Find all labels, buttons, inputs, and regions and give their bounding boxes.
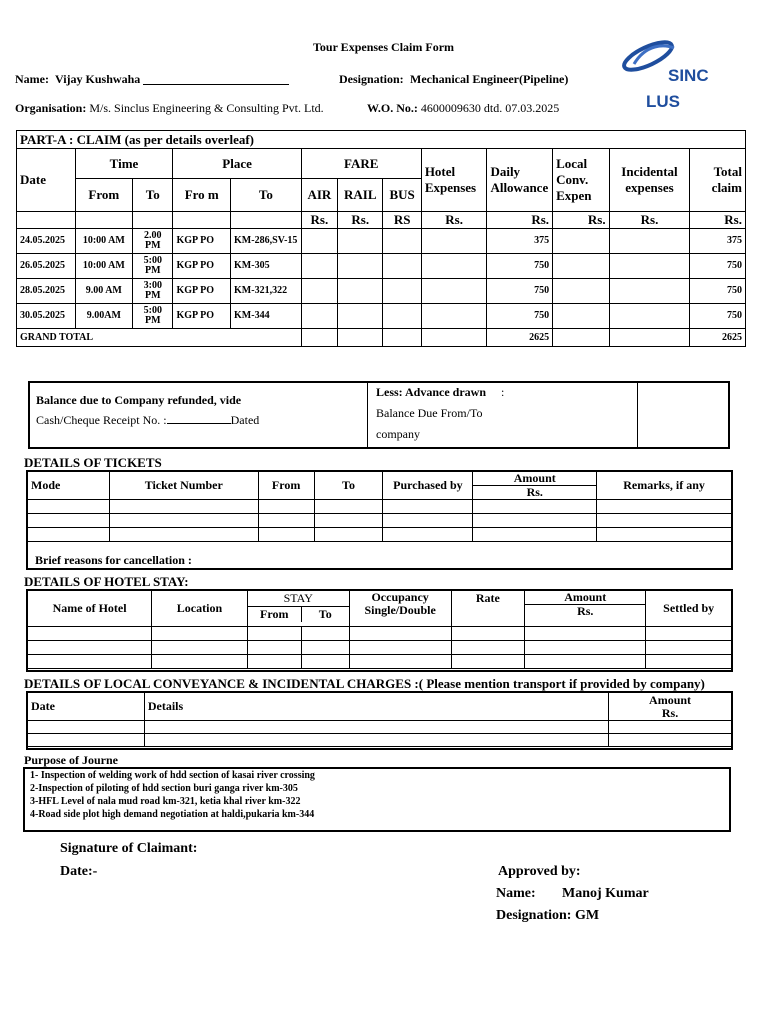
name-value: Vijay Kushwaha <box>55 72 141 86</box>
hotel-row[interactable] <box>28 627 732 641</box>
col-stay: STAY <box>248 591 349 607</box>
claim-bus <box>383 229 421 254</box>
col-time-to: To <box>133 179 173 212</box>
local-row[interactable] <box>28 721 732 734</box>
org-value: M/s. Sinclus Engineering & Consulting Pvt. Ltd. <box>89 101 324 115</box>
designation-label: Designation: <box>339 72 404 86</box>
claim-date: 24.05.2025 <box>17 229 76 254</box>
claim-time-from: 10:00 AM <box>75 254 133 279</box>
col-place-from: Fro m <box>173 179 231 212</box>
unit-incidental: Rs. <box>609 212 690 229</box>
claim-date: 26.05.2025 <box>17 254 76 279</box>
local-title: DETAILS OF LOCAL CONVEYANCE & INCIDENTAL CHARGES :( Please mention transport if provided by company) <box>24 676 705 691</box>
purpose-line: 4-Road side plot high demand negotiation at haldi,pukaria km-344 <box>30 809 315 820</box>
claim-rail <box>338 304 383 329</box>
cancel-label: Brief reasons for cancellation : <box>35 553 192 567</box>
col-total: Total claim <box>690 149 746 212</box>
claim-place-from: KGP PO <box>173 279 231 304</box>
col-from: From <box>258 472 314 500</box>
unit-rail: Rs. <box>338 212 383 229</box>
tickets-title: DETAILS OF TICKETS <box>24 455 162 470</box>
claim-air <box>301 229 337 254</box>
claim-time-to: 5:00 PM <box>133 304 173 329</box>
claim-hotel <box>421 279 487 304</box>
claim-time-from: 10:00 AM <box>75 229 133 254</box>
approved-label: Approved by: <box>498 864 581 879</box>
local-table <box>27 692 732 747</box>
col-amount-rs: Rs. <box>577 604 594 618</box>
claim-rail <box>338 229 383 254</box>
claim-local <box>553 254 610 279</box>
col-amount-rs: Rs. <box>526 485 543 499</box>
claim-total: 750 <box>690 254 746 279</box>
claim-place-from: KGP PO <box>173 254 231 279</box>
col-amount: Amount <box>473 472 596 486</box>
claim-date: 30.05.2025 <box>17 304 76 329</box>
claim-bus <box>383 304 421 329</box>
claim-place-from: KGP PO <box>173 304 231 329</box>
hotel-title: DETAILS OF HOTEL STAY: <box>24 574 189 589</box>
claim-hotel <box>421 304 487 329</box>
refund-label: Balance due to Company refunded, vide <box>36 393 242 407</box>
unit-total: Rs. <box>690 212 746 229</box>
claim-place-from: KGP PO <box>173 229 231 254</box>
claim-daily: 750 <box>487 279 553 304</box>
ticket-row[interactable] <box>28 514 732 528</box>
col-air: AIR <box>301 179 337 212</box>
unit-daily: Rs. <box>487 212 553 229</box>
approver-designation-value: GM <box>574 908 600 923</box>
hotel-row[interactable] <box>28 655 732 669</box>
claim-incidental <box>609 279 690 304</box>
claim-air <box>301 279 337 304</box>
signature-label: Signature of Claimant: <box>60 841 198 856</box>
claim-place-to: KM-286,SV-15 <box>231 229 302 254</box>
claim-total: 750 <box>690 304 746 329</box>
purpose-line: 3-HFL Level of nala mud road km-321, ketia khal river km-322 <box>30 796 301 807</box>
claim-hotel <box>421 229 487 254</box>
balance-due-label: Balance Due From/To <box>376 406 483 420</box>
advance-colon: : <box>501 385 505 399</box>
unit-hotel: Rs. <box>421 212 487 229</box>
purpose-box <box>23 767 731 832</box>
claim-hotel <box>421 254 487 279</box>
claim-row <box>17 229 746 254</box>
form-title: Tour Expenses Claim Form <box>313 40 455 54</box>
claim-date: 28.05.2025 <box>17 279 76 304</box>
claim-rail <box>338 254 383 279</box>
col-date: Date <box>28 693 145 721</box>
claim-time-from: 9.00 AM <box>75 279 133 304</box>
col-hotel-name: Name of Hotel <box>28 591 152 627</box>
purpose-line: 2-Inspection of piloting of hdd section buri ganga river km-305 <box>30 783 298 794</box>
claim-total: 375 <box>690 229 746 254</box>
col-ticket: Ticket Number <box>109 472 258 500</box>
balance-box <box>28 381 730 449</box>
claim-place-to: KM-305 <box>231 254 302 279</box>
hotel-table <box>27 590 732 669</box>
ticket-row[interactable] <box>28 500 732 514</box>
unit-bus: RS <box>383 212 421 229</box>
name-underline <box>143 84 289 85</box>
purpose-title: Purpose of Journe <box>24 753 118 767</box>
logo-text-lus: LUS <box>646 92 680 111</box>
claim-time-to: 5:00 PM <box>133 254 173 279</box>
grand-total-daily: 2625 <box>487 329 553 347</box>
units-row <box>17 212 746 229</box>
claim-bus <box>383 254 421 279</box>
claim-time-to: 2.00 PM <box>133 229 173 254</box>
col-place-to: To <box>231 179 302 212</box>
logo-text-sinc: SINC <box>668 66 709 85</box>
col-bus: BUS <box>383 179 421 212</box>
claim-incidental <box>609 254 690 279</box>
approver-name-label: Name: <box>496 886 536 901</box>
claim-table <box>16 130 746 347</box>
col-mode: Mode <box>28 472 110 500</box>
col-settled: Settled by <box>646 591 732 627</box>
claim-rail <box>338 279 383 304</box>
claim-local <box>553 229 610 254</box>
col-daily: Daily Allowance <box>487 149 553 212</box>
claim-time-from: 9.00AM <box>75 304 133 329</box>
col-purchased: Purchased by <box>383 472 473 500</box>
col-hotel: Hotel Expenses <box>421 149 487 212</box>
col-stay-to: To <box>318 607 332 621</box>
claim-total: 750 <box>690 279 746 304</box>
designation-value: Mechanical Engineer(Pipeline) <box>410 72 569 86</box>
receipt-label: Cash/Cheque Receipt No. : <box>36 413 167 427</box>
claim-air <box>301 254 337 279</box>
tickets-table <box>27 471 732 542</box>
claim-bus <box>383 279 421 304</box>
grand-total-row <box>17 329 746 347</box>
col-incidental: Incidental expenses <box>609 149 690 212</box>
approver-name-value: Manoj Kumar <box>562 886 649 901</box>
wo-value: 4600009630 dtd. 07.03.2025 <box>420 101 560 115</box>
advance-label: Less: Advance drawn <box>376 385 487 399</box>
grand-total-value: 2625 <box>690 329 746 347</box>
col-details: Details <box>144 693 608 721</box>
col-occupancy: Occupancy Single/Double <box>349 591 451 627</box>
claim-local <box>553 279 610 304</box>
local-row[interactable] <box>28 734 732 747</box>
unit-air: Rs. <box>301 212 337 229</box>
claim-place-to: KM-321,322 <box>231 279 302 304</box>
claim-local <box>553 304 610 329</box>
claim-daily: 750 <box>487 304 553 329</box>
col-local: Local Conv. Expen <box>553 149 610 212</box>
claim-incidental <box>609 304 690 329</box>
wo-label: W.O. No.: <box>367 101 418 115</box>
company-logo <box>612 34 712 114</box>
date-label: Date:- <box>60 864 98 879</box>
claim-daily: 375 <box>487 229 553 254</box>
org-label: Organisation: <box>15 101 87 115</box>
name-label: Name: <box>15 72 49 86</box>
claim-row <box>17 304 746 329</box>
grand-total-label: GRAND TOTAL <box>17 329 302 347</box>
claim-daily: 750 <box>487 254 553 279</box>
claim-air <box>301 304 337 329</box>
company-label: company <box>376 427 420 441</box>
col-location: Location <box>152 591 248 627</box>
col-stay-from: From <box>248 607 302 622</box>
purpose-line: 1- Inspection of welding work of hdd section of kasai river crossing <box>30 770 315 781</box>
ticket-row[interactable] <box>28 528 732 542</box>
receipt-field[interactable] <box>167 423 231 424</box>
claim-time-to: 3:00 PM <box>133 279 173 304</box>
col-date: Date <box>17 149 76 212</box>
hotel-row[interactable] <box>28 641 732 655</box>
col-amount: Amount <box>649 692 692 707</box>
claim-title: PART-A : CLAIM (as per details overleaf) <box>17 131 746 149</box>
col-fare: FARE <box>301 149 421 179</box>
col-remarks: Remarks, if any <box>597 472 732 500</box>
approver-designation-label: Designation: <box>496 908 572 923</box>
claim-incidental <box>609 229 690 254</box>
col-rate: Rate <box>451 591 525 627</box>
col-time-from: From <box>75 179 133 212</box>
claim-row <box>17 254 746 279</box>
col-time: Time <box>75 149 173 179</box>
claim-row <box>17 279 746 304</box>
col-rail: RAIL <box>338 179 383 212</box>
col-place: Place <box>173 149 301 179</box>
col-to: To <box>314 472 383 500</box>
dated-label: Dated <box>230 413 260 427</box>
col-amount-rs: Rs. <box>661 705 679 720</box>
claim-place-to: KM-344 <box>231 304 302 329</box>
col-amount: Amount <box>525 591 645 605</box>
unit-local: Rs. <box>553 212 610 229</box>
